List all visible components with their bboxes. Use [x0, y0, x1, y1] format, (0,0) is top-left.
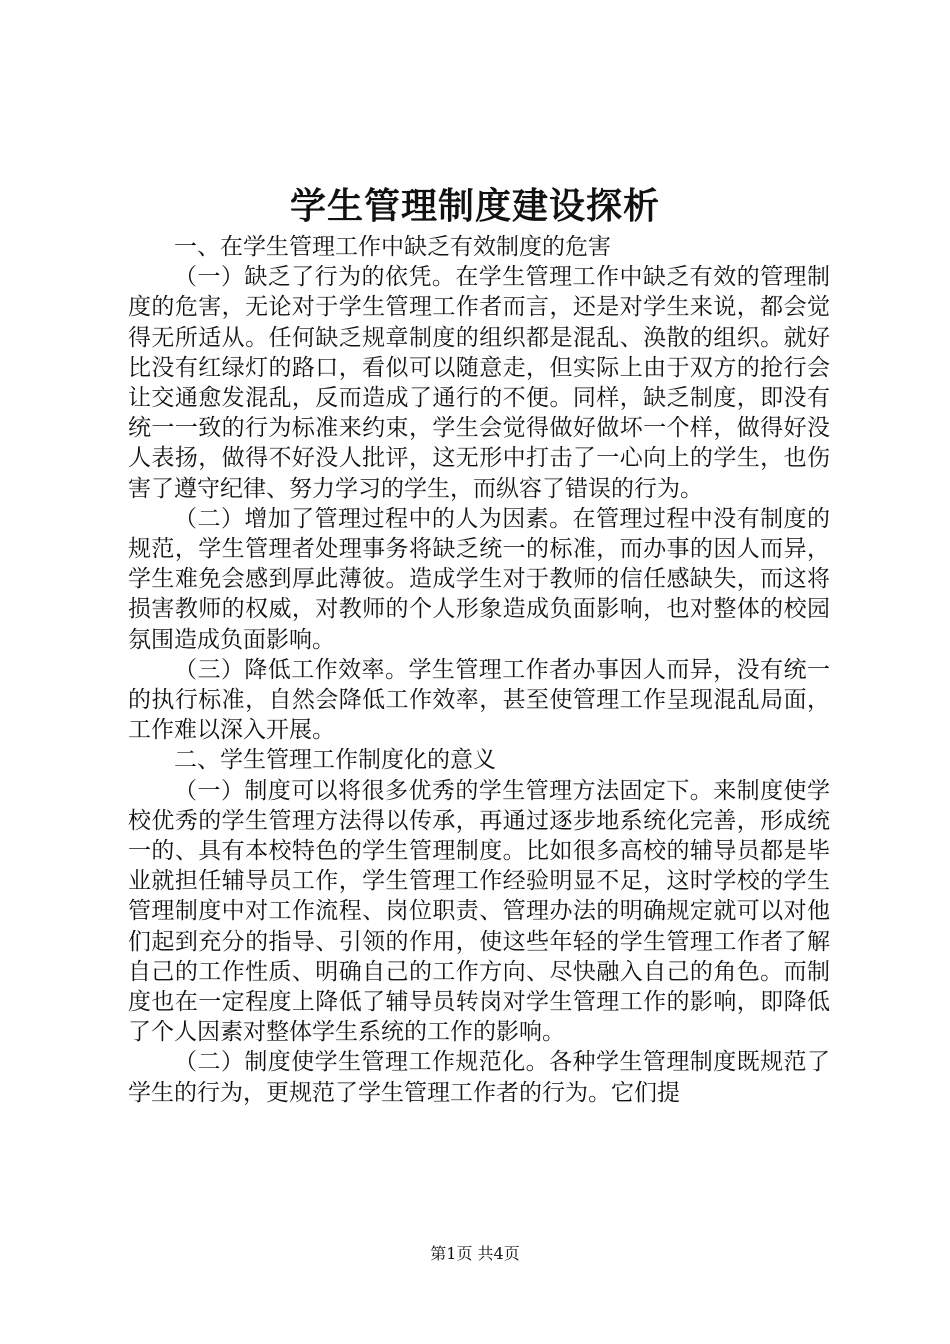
paragraph-1-3: （三）降低工作效率。学生管理工作者办事因人而异，没有统一的执行标准，自然会降低工作效率，甚至使管理工作呈现混乱局面，工作难以深入开展。 [128, 656, 830, 744]
document-title: 学生管理制度建设探析 [289, 186, 660, 227]
section-heading-2: 二、学生管理工作制度化的意义 [174, 747, 496, 774]
paragraph-1-2: （二）增加了管理过程中的人为因素。在管理过程中没有制度的规范，学生管理者处理事务将缺乏统一的标准，而办事的因人而异，学生难免会感到厚此薄彼。造成学生对于教师的信任感缺失，而这将损害教师的权威，对教师的个人形象造成负面影响，也对整体的校园氛围造成负面影响。 [128, 505, 830, 653]
section-heading-1: 一、在学生管理工作中缺乏有效制度的危害 [174, 234, 611, 260]
paragraph-1-1: （一）缺乏了行为的依凭。在学生管理工作中缺乏有效的管理制度的危害，无论对于学生管理工作者而言，还是对学生来说，都会觉得无所适从。任何缺乏规章制度的组织都是混乱、涣散的组织。就好比没有红绿灯的路口，看似可以随意走，但实际上由于双方的抢行会让交通愈发混乱，反而造成了通行的不便。同样，缺乏制度，即没有统一一致的行为标准来约束，学生会觉得做好做坏一个样，做得好没人表扬，做得不好没人批评，这无形中打击了一心向上的学生，也伤害了遵守纪律、努力学习的学生，而纵容了错误的行为。 [128, 264, 830, 502]
paragraph-2-1: （一）制度可以将很多优秀的学生管理方法固定下。来制度使学校优秀的学生管理方法得以传承，再通过逐步地系统化完善，形成统一的、具有本校特色的学生管理制度。比如很多高校的辅导员都是毕业就担任辅导员工作，学生管理工作经验明显不足，这时学校的学生管理制度中对工作流程、岗位职责、管理办法的明确规定就可以对他们起到充分的指导、引领的作用，使这些年轻的学生管理工作者了解自己的工作性质、明确自己的工作方向、尽快融入自己的角色。而制度也在一定程度上降低了辅导员转岗对学生管理工作的影响，即降低了个人因素对整体学生系统的工作的影响。 [128, 777, 830, 1046]
document-body [128, 232, 830, 1108]
page-footer: 第1页 共4页 [430, 1244, 520, 1263]
paragraph-2-2: （二）制度使学生管理工作规范化。各种学生管理制度既规范了学生的行为，更规范了学生管理工作者的行为。它们提 [128, 1049, 830, 1106]
